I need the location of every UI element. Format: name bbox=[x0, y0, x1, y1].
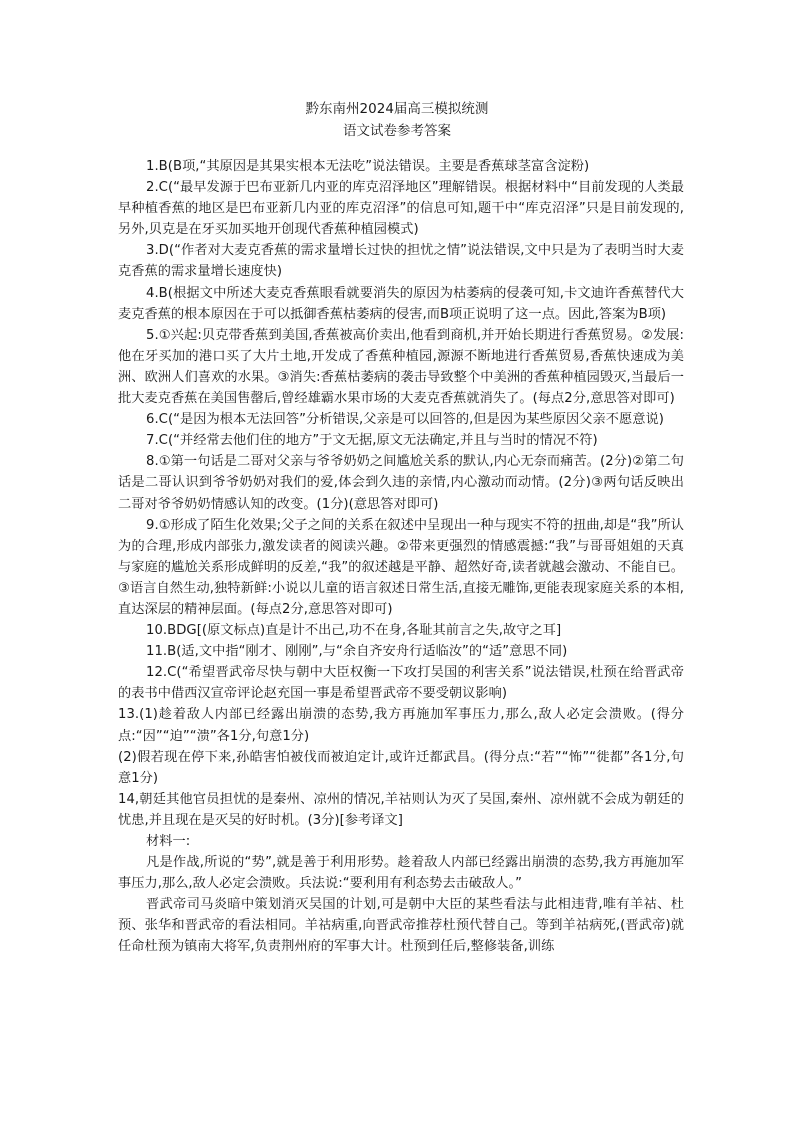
answer-paragraph: 11.B(适,文中指“刚才、刚刚”,与“余自齐安舟行适临汝”的“适”意思不同) bbox=[146, 644, 568, 660]
document-header bbox=[0, 98, 794, 142]
answer-paragraph: 4.B(根据文中所述大麦克香蕉眼看就要消失的原因为枯萎病的侵袭可知,卡文迪许香蕉替代大麦克香蕉的根本原因在于可以抵御香蕉枯萎病的侵害,而B项正说明了这一点。因此,答案为B项) bbox=[118, 285, 684, 322]
answer-paragraph: 8.①第一句话是二哥对父亲与爷爷奶奶之间尴尬关系的默认,内心无奈而痛苦。(2分)②第二句话是二哥认识到爷爷奶奶对我们的爱,体会到久违的亲情,内心激动而动情。(2分)③两句话反映出二哥对爷爷奶奶情感认知的改变。(1分)(意思答对即可) bbox=[118, 454, 684, 512]
answer-paragraph: 14,朝廷其他官员担忧的是秦州、凉州的情况,羊祜则认为灭了吴国,秦州、凉州就不会成为朝廷的忧患,并且现在是灭吴的好时机。(3分)[参考译文] bbox=[118, 791, 684, 828]
document-subtitle: 语文试卷参考答案 bbox=[343, 123, 451, 139]
answer-paragraph: 1.B(B项,“其原因是其果实根本无法吃”说法错误。主要是香蕉球茎富含淀粉) bbox=[146, 159, 590, 174]
answer-content bbox=[118, 156, 684, 958]
answer-paragraph: 2.C(“最早发源于巴布亚新几内亚的库克沼泽地区”理解错误。根据材料中“目前发现的人类最早种植香蕉的地区是巴布亚新几内亚的库克沼泽”的信息可知,题干中“库克沼泽”只是目前发现的,另外,贝克是在牙买加买地开创现代香蕉种植园模式) bbox=[118, 180, 684, 238]
answer-paragraph: 12.C(“希望晋武帝尽快与朝中大臣权衡一下攻打吴国的利害关系”说法错误,杜预在给晋武帝的表书中借西汉宣帝评论赵充国一事是希望晋武帝不要受朝议影响) bbox=[118, 665, 684, 702]
answer-paragraph: 3.D(“作者对大麦克香蕉的需求量增长过快的担忧之情”说法错误,文中只是为了表明当时大麦克香蕉的需求量增长速度快) bbox=[118, 243, 684, 280]
answer-paragraph: 13.(1)趁着敌人内部已经露出崩溃的态势,我方再施加军事压力,那么,敌人必定会溃败。(得分点:“因”“迫”“溃”各1分,句意1分) bbox=[118, 707, 684, 744]
answer-paragraph: 9.①形成了陌生化效果;父子之间的关系在叙述中呈现出一种与现实不符的扭曲,却是“我”所认为的合理,形成内部张力,激发读者的阅读兴趣。②带来更强烈的情感震撼:“我”与哥哥姐姐的天真与家庭的尴尬关系形成鲜明的反差,“我”的叙述越是平静、超然好奇,读者就越会激动、不能自已。③语言自然生动,独特新鲜:小说以儿童的语言叙述日常生活,直接无雕饰,更能表现家庭关系的本相,直达深层的精神层面。(每点2分,意思答对即可) bbox=[118, 517, 684, 617]
answer-paragraph: 10.BDG[(原文标点)直是计不出己,功不在身,各耻其前言之失,故守之耳] bbox=[146, 623, 562, 639]
document-title: 黔东南州2024届高三模拟统测 bbox=[305, 101, 489, 117]
answer-paragraph: (2)假若现在停下来,孙皓害怕被伐而被迫定计,或许迁都武昌。(得分点:“若”“怖”“徙都”各1分,句意1分) bbox=[118, 749, 684, 786]
answer-paragraph: 5.①兴起:贝克带香蕉到美国,香蕉被高价卖出,他看到商机,并开始长期进行香蕉贸易。②发展:他在牙买加的港口买了大片土地,开发成了香蕉种植园,源源不断地进行香蕉贸易,香蕉快速成为美洲、欧洲人们喜欢的水果。③消失:香蕉枯萎病的袭击导致整个中美洲的香蕉种植园毁灭,当最后一批大麦克香蕉在美国售罄后,曾经雄霸水果市场的大麦克香蕉就消失了。(每点2分,意思答对即可) bbox=[118, 327, 684, 407]
answer-paragraph: 凡是作战,所说的“势”,就是善于利用形势。趁着敌人内部已经露出崩溃的态势,我方再施加军事压力,那么,敌人必定会溃败。兵法说:“要利用有利态势去击破敌人。” bbox=[118, 855, 684, 892]
answer-paragraph: 6.C(“是因为根本无法回答”分析错误,父亲是可以回答的,但是因为某些原因父亲不愿意说) bbox=[146, 412, 664, 428]
answer-paragraph: 7.C(“并经常去他们住的地方”于文无据,原文无法确定,并且与当时的情况不符) bbox=[146, 433, 598, 449]
answer-paragraph: 晋武帝司马炎暗中策划消灭吴国的计划,可是朝中大臣的某些看法与此相违背,唯有羊祜、杜预、张华和晋武帝的看法相同。羊祜病重,向晋武帝推荐杜预代替自己。等到羊祜病死,(晋武帝)就任命杜预为镇南大将军,负责荆州府的军事大计。杜预到任后,整修装备,训练 bbox=[118, 897, 684, 955]
answer-paragraph: 材料一: bbox=[146, 834, 191, 849]
